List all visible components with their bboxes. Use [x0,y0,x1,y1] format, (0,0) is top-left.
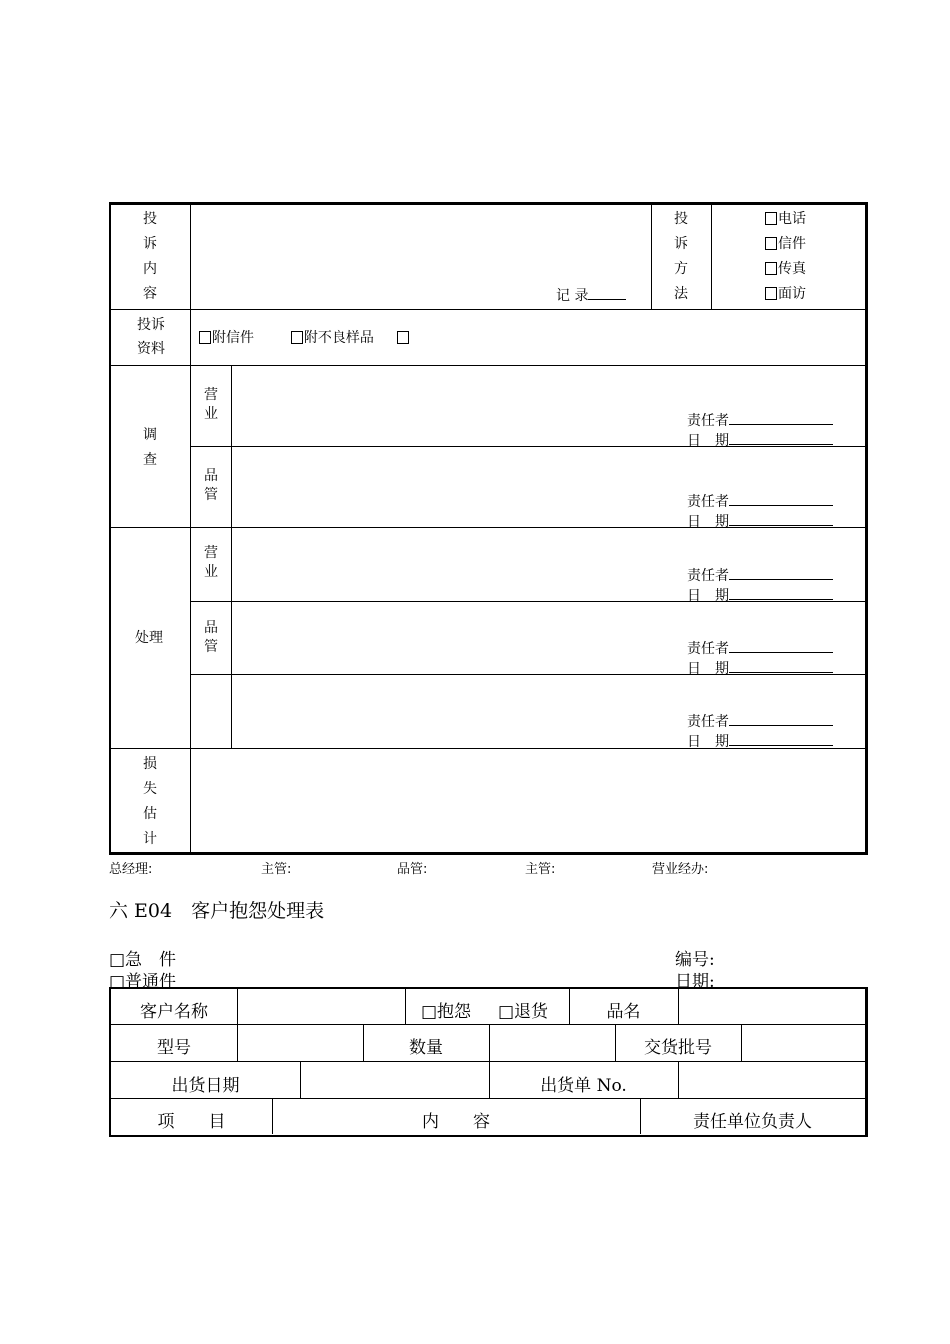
method-label: 面访 [778,286,806,302]
date-label: 日 期 [687,433,729,449]
return-checkbox[interactable]: □退货 [498,1002,549,1022]
material-options [199,326,410,351]
ship-no-label: 出货单 No. [540,1076,627,1096]
col-divider [231,365,232,748]
complaint-checkbox[interactable]: □抱怨 [421,1002,472,1022]
checkbox[interactable] [291,331,303,344]
row-divider [111,1098,865,1099]
model-label: 型号 [157,1038,191,1058]
sig-supervisor-2: 主管: [525,862,556,877]
record-label: 记 录 [556,288,589,304]
method-letter[interactable] [765,232,806,257]
row-divider [111,309,865,310]
investigation-label: 调 查 [143,427,157,468]
method-options [765,207,806,307]
checkbox[interactable] [765,237,777,250]
record-blank[interactable] [588,285,626,300]
complaint-method-label: 投 诉 方 法 [674,211,688,302]
responsible-block [687,565,833,605]
record-field[interactable] [556,285,626,305]
processing-sales-label: 营 业 [204,545,218,580]
responsible-blank[interactable] [729,711,833,726]
method-fax[interactable] [765,257,806,282]
col-divider [190,205,191,853]
method-label: 电话 [778,211,806,227]
material-sample[interactable] [291,330,374,346]
date-blank[interactable] [729,731,833,746]
date-label: 日 期 [687,734,729,750]
lot-no-field[interactable] [741,1024,865,1060]
checkbox[interactable] [765,212,777,225]
responsible-header: 责任单位负责人 [693,1112,812,1132]
checkbox[interactable] [765,287,777,300]
responsible-label: 责任者 [687,494,729,510]
method-label: 传真 [778,261,806,277]
col-divider [711,205,712,309]
responsible-block [687,410,833,450]
model-field[interactable] [237,1024,363,1060]
responsible-label: 责任者 [687,714,729,730]
date-blank[interactable] [729,585,833,600]
product-name-field[interactable] [678,989,864,1023]
number-label: 编号: [675,950,715,970]
responsible-label: 责任者 [687,413,729,429]
row-divider [111,365,865,366]
investigation-qc-label: 品 管 [204,468,218,503]
loss-estimate-label: 损 失 估 计 [143,756,157,847]
quantity-label: 数量 [409,1038,443,1058]
method-visit[interactable] [765,282,806,307]
ship-date-label: 出货日期 [171,1076,240,1096]
sig-sales-handler: 营业经办: [652,862,709,877]
complaint-content-label: 投 诉 内 容 [143,211,157,302]
product-name-label: 品名 [606,1002,641,1022]
form2-title: 六 E04 客户抱怨处理表 [109,900,325,922]
item-header: 项 目 [157,1112,226,1132]
ship-date-field[interactable] [300,1061,489,1097]
date-label: 日期: [675,972,715,992]
responsible-block [687,711,833,751]
responsible-block [687,491,833,531]
material-letter[interactable] [199,330,254,346]
checkbox[interactable] [199,331,211,344]
responsible-blank[interactable] [729,565,833,580]
processing-qc-label: 品 管 [204,620,218,655]
date-label: 日 期 [687,514,729,530]
date-label: 日 期 [687,661,729,677]
col-divider [651,205,652,309]
responsible-block [687,638,833,678]
sig-qc: 品管: [397,862,428,877]
sig-supervisor: 主管: [261,862,292,877]
lot-no-label: 交货批号 [644,1038,712,1058]
material-option-label: 附不良样品 [303,330,374,346]
content-header: 内 容 [422,1112,490,1132]
responsible-blank[interactable] [729,410,833,425]
date-blank[interactable] [729,430,833,445]
checkbox[interactable] [397,331,409,344]
responsible-label: 责任者 [687,568,729,584]
processing-label: 处理 [135,630,163,646]
checkbox[interactable] [765,262,777,275]
date-blank[interactable] [729,511,833,526]
responsible-blank[interactable] [729,491,833,506]
responsible-label: 责任者 [687,641,729,657]
date-blank[interactable] [729,658,833,673]
investigation-sales-label: 营 业 [204,387,218,422]
material-option-label: 附信件 [212,330,254,346]
ship-no-field[interactable] [678,1061,864,1097]
material-other[interactable] [397,330,410,346]
sig-general-manager: 总经理: [109,862,153,877]
quantity-field[interactable] [489,1024,615,1060]
customer-name-label: 客户名称 [140,1002,208,1022]
method-label: 信件 [778,236,806,252]
method-phone[interactable] [765,207,806,232]
responsible-blank[interactable] [729,638,833,653]
material-label: 投诉 资料 [137,317,165,357]
customer-name-field[interactable] [237,989,405,1023]
date-label: 日 期 [687,588,729,604]
col-divider [405,989,406,1024]
normal-option[interactable]: □普通件 [109,972,177,992]
urgent-option[interactable]: □急 件 [109,950,177,970]
